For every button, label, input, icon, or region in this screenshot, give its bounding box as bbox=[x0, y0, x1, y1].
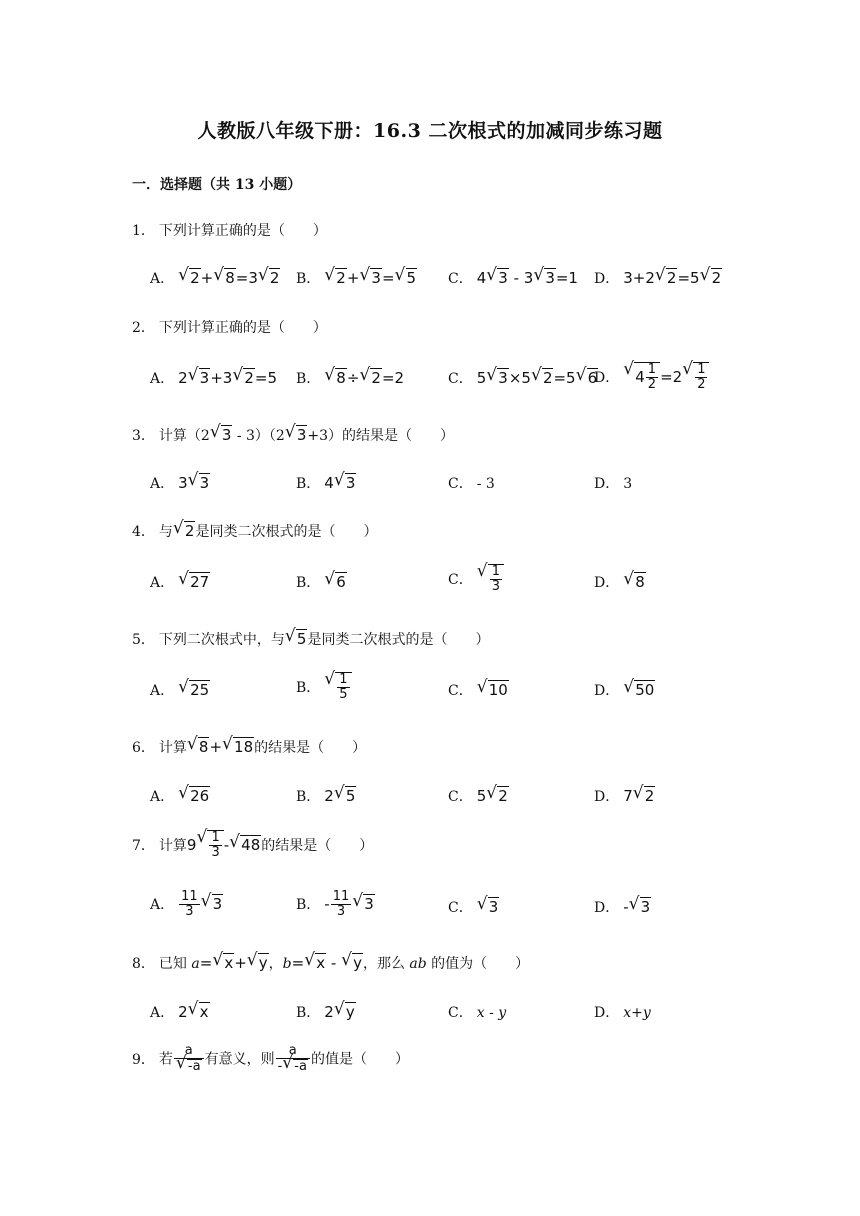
q3-option-a: A． 3√ 3 bbox=[150, 473, 210, 493]
question-5: 5． 下列二次根式中，与√ 5是同类二次根式的是（ ） bbox=[132, 629, 489, 649]
q7-option-c: C．√ 3 bbox=[448, 897, 499, 917]
question-3: 3． 计算（2√ 3 - 3）（2√ 3+3）的结果是（ ） bbox=[132, 425, 454, 445]
q5-option-c: C．√ 10 bbox=[448, 680, 509, 700]
q4-option-c: C． √ $\frac{1}{3}$ bbox=[448, 564, 504, 594]
question-7: 7． 计算9 √ $\frac{1}{3}$ -√ 48的结果是（ ） bbox=[132, 830, 373, 860]
q8-option-d: D． x+y bbox=[594, 1005, 651, 1021]
question-8: 8． 已知 a=√ x+√ y，b=√ x - √ y，那么 ab 的值为（ ） bbox=[132, 953, 529, 973]
question-4: 4． 与√ 2是同类二次根式的是（ ） bbox=[132, 521, 377, 541]
q1-option-c: C． 4√ 3 - 3√ 3=1 bbox=[448, 268, 578, 288]
question-6: 6． 计算√ 8+√ 18的结果是（ ） bbox=[132, 737, 366, 757]
q3-option-d: D． 3 bbox=[594, 476, 633, 492]
q1-option-b: B．√ 2+√ 3=√ 5 bbox=[296, 268, 417, 288]
q7-option-b: B． - $\frac{11}{3}$ √ 3 bbox=[296, 890, 375, 919]
q8-option-a: A． 2√ x bbox=[150, 1002, 210, 1022]
q2-option-d: D．√ 4 $\frac{1}{2}$ =2 √ $\frac{1}{2}$ bbox=[594, 362, 709, 392]
q2-option-c: C． 5√ 3×5√ 2=5√ 6 bbox=[448, 368, 598, 388]
question-1: 1． 下列计算正确的是（ ） bbox=[132, 223, 327, 239]
q1-option-a: A．√ 2+√ 8=3√ 2 bbox=[150, 268, 280, 288]
q8-option-c: C． x - y bbox=[448, 1005, 507, 1021]
q6-option-a: A．√ 26 bbox=[150, 786, 210, 806]
q6-option-c: C． 5√ 2 bbox=[448, 786, 509, 806]
q7-option-d: D． -√ 3 bbox=[594, 897, 651, 917]
q3-option-c: C． - 3 bbox=[448, 476, 495, 492]
q4-option-b: B．√ 6 bbox=[296, 572, 347, 592]
page-title: 人教版八年级下册：16.3 二次根式的加减同步练习题 bbox=[197, 120, 663, 142]
q8-option-b: B． 2√ y bbox=[296, 1002, 356, 1022]
q6-option-b: B． 2√ 5 bbox=[296, 786, 356, 806]
section-heading: 一．选择题（共 13 小题） bbox=[132, 177, 302, 193]
question-9: 9． 若 a √ -a 有意义，则 $\frac{a}{-√ -a}$ 的值是（ ） bbox=[132, 1044, 409, 1074]
q5-option-d: D．√ 50 bbox=[594, 680, 655, 700]
q5-option-a: A．√ 25 bbox=[150, 680, 210, 700]
q2-option-b: B．√ 8÷√ 2=2 bbox=[296, 368, 404, 388]
q2-option-a: A． 2√ 3+3√ 2=5 bbox=[150, 368, 277, 388]
q5-option-b: B． √ $\frac{1}{5}$ bbox=[296, 672, 352, 702]
q3-option-b: B． 4√ 3 bbox=[296, 473, 356, 493]
q7-option-a: A． $\frac{11}{3}$ √ 3 bbox=[150, 890, 223, 919]
q4-option-d: D．√ 8 bbox=[594, 572, 646, 592]
question-2: 2． 下列计算正确的是（ ） bbox=[132, 320, 327, 336]
q1-option-d: D． 3+2√ 2=5√ 2 bbox=[594, 268, 722, 288]
q4-option-a: A．√ 27 bbox=[150, 572, 210, 592]
q6-option-d: D． 7√ 2 bbox=[594, 786, 655, 806]
